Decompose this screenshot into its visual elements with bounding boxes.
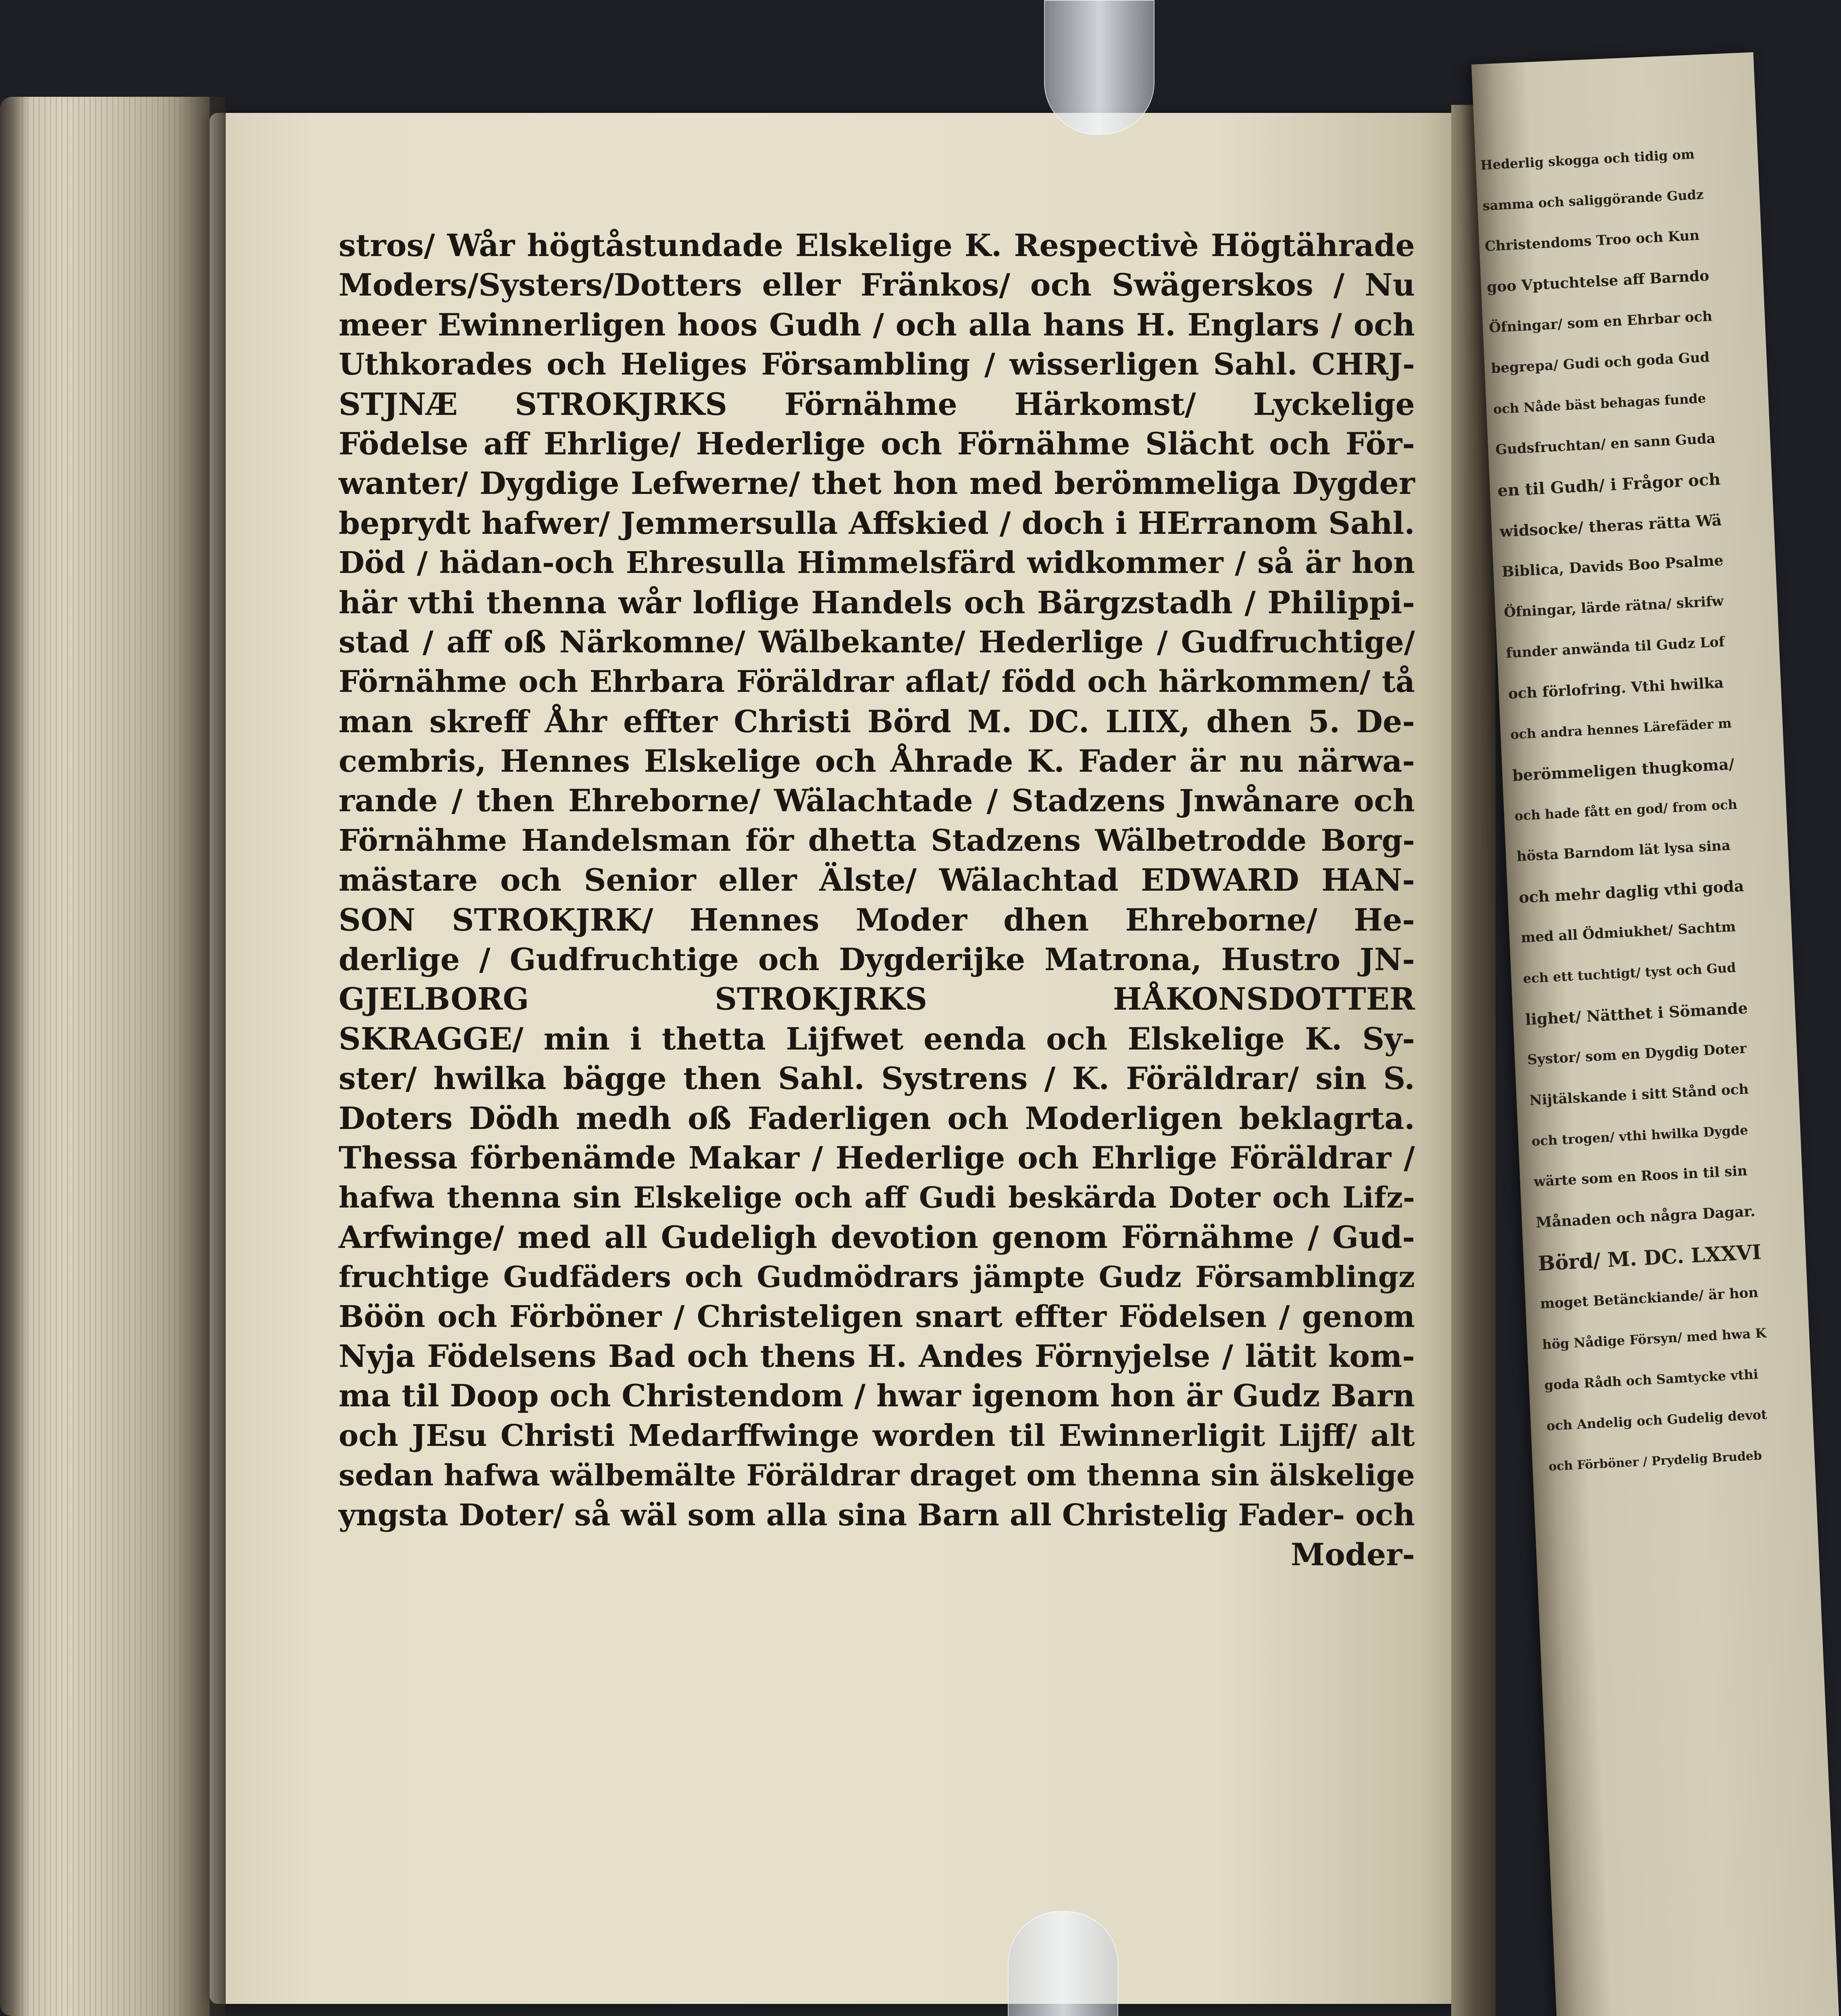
text-line: Förnähme och Ehrbara Föräldrar aflat/ född och härkommen/ tå — [339, 664, 1415, 700]
text-line: wärte som en Roos in til sin — [1533, 1162, 1748, 1190]
text-line: berömmeligen thugkoma/ — [1512, 755, 1735, 785]
text-line: Systor/ som en Dygdig Doter — [1527, 1040, 1747, 1068]
text-line: Nijtälskande i sitt Stånd och — [1529, 1081, 1749, 1109]
text-line: Doters Dödh medh oß Faderligen och Moderligen beklagrta. — [339, 1100, 1415, 1136]
text-line: GJELBORG STROKJRKS HÅKONSDOTTER — [339, 981, 1415, 1017]
text-line: sedan hafwa wälbemälte Föräldrar draget om thenna sin älskelige — [339, 1458, 1415, 1493]
text-line: fruchtige Gudfäders och Gudmödrars jämpte Gudz Församblingz — [339, 1260, 1415, 1294]
text-line: stad / aff oß Närkomne/ Wälbekante/ Hederlige / Gudfruchtige/ — [339, 625, 1415, 660]
text-line: Öfningar, lärde rätna/ skrifw — [1503, 593, 1724, 621]
text-line: Christendoms Troo och Kun — [1484, 227, 1700, 255]
text-line: cembris, Hennes Elskelige och Åhrade K. Fader är nu närwa- — [339, 743, 1415, 779]
text-line: och förlofring. Vthi hwilka — [1508, 674, 1724, 703]
text-line: ster/ hwilka bägge then Sahl. Systrens / K. Föräldrar/ sin S. — [339, 1060, 1415, 1097]
text-line: och trogen/ vthi hwilka Dygde — [1531, 1122, 1749, 1149]
text-line: hög Nådige Försyn/ med hwa K — [1541, 1325, 1767, 1352]
text-line: Böön och Förböner / Christeligen snart effter Födelsen / genom — [339, 1299, 1415, 1334]
page-clip-top — [1044, 0, 1155, 135]
text-line: hafwa thenna sin Elskelige och aff Gudi beskärda Doter och Lifz- — [339, 1180, 1415, 1215]
text-line: SON STROKJRK/ Hennes Moder dhen Ehreborne/ He- — [339, 902, 1415, 938]
text-line: lighet/ Nätthet i Sömande — [1525, 999, 1748, 1029]
text-line: funder anwända til Gudz Lof — [1506, 633, 1725, 662]
text-line: ech ett tuchtigt/ tyst och Gud — [1523, 960, 1737, 987]
text-line: SKRAGGE/ min i thetta Lijfwet eenda och Elskelige K. Sy- — [339, 1020, 1415, 1057]
text-line: med all Ödmiukhet/ Sachtm — [1521, 918, 1736, 946]
text-line: hösta Barndom lät lysa sina — [1516, 837, 1731, 865]
text-line: Öfningar/ som en Ehrbar och — [1488, 308, 1713, 336]
text-line: Arfwinge/ med all Gudeligh devotion genom Förnähme / Gud- — [339, 1219, 1415, 1255]
text-line: Födelse aff Ehrlige/ Hederlige och Förnähme Slächt och För- — [339, 425, 1415, 462]
text-line: STJNÆ STROKJRKS Förnähme Härkomst/ Lyckelige — [339, 386, 1415, 422]
page-clip-bottom — [1008, 1911, 1118, 2016]
text-line: moget Betänckiande/ är hon — [1539, 1284, 1759, 1312]
text-line: meer Ewinnerligen hoos Gudh / och alla hans H. Englars / och — [339, 306, 1415, 343]
text-line: rande / then Ehreborne/ Wälachtade / Stadzens Jnwånare och — [339, 783, 1415, 819]
text-line: Månaden och några Dagar. — [1535, 1202, 1756, 1231]
text-line: och mehr daglig vthi goda — [1518, 877, 1745, 907]
text-line: derlige / Gudfruchtige och Dygderijke Matrona, Hustro JN- — [339, 941, 1415, 978]
text-line: stros/ Wår högtåstundade Elskelige K. Respectivè Högtährade — [339, 227, 1415, 263]
text-line: widsocke/ theras rätta Wä — [1499, 510, 1722, 541]
text-line: ma til Doop och Christendom / hwar igenom hon är Gudz Barn — [339, 1378, 1415, 1414]
text-line: samma och saliggörande Gudz — [1482, 187, 1704, 214]
text-line: Börd/ M. DC. LXXVI — [1537, 1240, 1762, 1276]
text-line: goda Rådh och Samtycke vthi — [1544, 1366, 1759, 1393]
text-line: mästare och Senior eller Älste/ Wälachtad EDWARD HAN- — [339, 862, 1415, 898]
text-line: goo Vptuchtelse aff Barndo — [1486, 267, 1710, 296]
text-line: och Nåde bäst behagas funde — [1493, 390, 1706, 417]
text-line: begrepa/ Gudi och goda Gud — [1490, 349, 1710, 377]
text-line: och hade fått en god/ from och — [1514, 796, 1738, 824]
text-line: Hederlig skogga och tidig om — [1480, 146, 1695, 173]
text-line: Förnähme Handelsman för dhetta Stadzens Wälbetrodde Borg- — [339, 823, 1415, 858]
text-line: Thessa förbenämde Makar / Hederlige och Ehrlige Föräldrar / — [339, 1139, 1415, 1176]
left-page-text — [339, 226, 1415, 1574]
text-line: Gudsfruchtan/ en sann Guda — [1495, 430, 1716, 458]
text-line: Nyja Födelsens Bad och thens H. Andes Förnyjelse / lätit kom- — [339, 1338, 1415, 1374]
text-line: en til Gudh/ i Frågor och — [1497, 469, 1721, 500]
text-line: och Förböner / Prydelig Brudeb — [1548, 1448, 1762, 1474]
text-line: man skreff Åhr effter Christi Börd M. DC. LIIX, dhen 5. De- — [339, 703, 1415, 739]
text-line: Moder- — [1291, 1536, 1415, 1572]
text-line: och Andelig och Gudelig devot — [1546, 1407, 1768, 1434]
text-line: Biblica, Davids Boo Psalme — [1501, 552, 1724, 581]
text-line: och andra hennes Lärefäder m — [1510, 715, 1732, 742]
text-line: yngsta Doter/ så wäl som alla sina Barn all Christelig Fader- och — [339, 1497, 1415, 1533]
text-line: beprydt hafwer/ Jemmersulla Affskied / doch i HErranom Sahl. — [339, 505, 1415, 541]
text-line: och JEsu Christi Medarffwinge worden til Ewinnerligit Lijff/ alt — [339, 1418, 1415, 1453]
text-line: Död / hädan-och Ehresulla Himmelsfärd widkommer / så är hon — [339, 546, 1415, 581]
text-line: Uthkorades och Heliges Försambling / wisserligen Sahl. CHRJ- — [339, 347, 1415, 382]
text-line: Moders/Systers/Dotters eller Fränkos/ och Swägerskos / Nu — [339, 267, 1415, 303]
text-line: här vthi thenna wår loflige Handels och Bärgzstadh / Philippi- — [339, 584, 1415, 621]
binding-shadow — [177, 97, 226, 2016]
text-line: wanter/ Dygdige Lefwerne/ thet hon med berömmeliga Dygder — [339, 465, 1415, 502]
